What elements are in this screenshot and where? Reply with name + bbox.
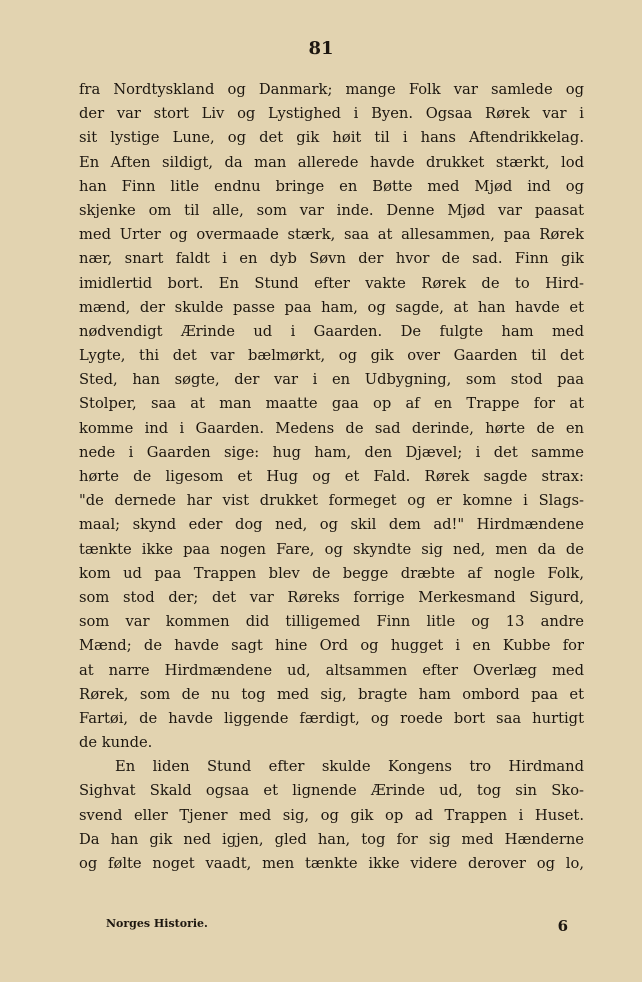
text-line: hørte de ligesom et Hug og et Fald. Rørek sagde strax: <box>79 468 584 485</box>
text-line: han Finn litle endnu bringe en Bøtte med Mjød ind og <box>79 177 584 195</box>
text-line: skjenke om til alle, som var inde. Denne Mjød var paasat <box>79 201 584 219</box>
text-line: med Urter og overmaade stærk, saa at allesammen, paa Rørek <box>79 226 584 244</box>
text-line: Fartøi, de havde liggende færdigt, og roede bort saa hurtigt <box>79 709 584 727</box>
text-line: Mænd; de havde sagt hine Ord og hugget i en Kubbe for <box>79 637 584 655</box>
signature-mark: 6 <box>557 917 568 935</box>
text-line: og følte noget vaadt, men tænkte ikke videre derover og lo, <box>79 855 584 872</box>
text-line: Stolper, saa at man maatte gaa op af en Trappe for at <box>79 395 584 413</box>
text-line: Rørek, som de nu tog med sig, bragte ham ombord paa et <box>79 685 584 703</box>
text-line: Da han gik ned igjen, gled han, tog for sig med Hænderne <box>79 830 584 848</box>
text-line: fra Nordtyskland og Danmark; mange Folk var samlede og <box>79 81 584 98</box>
body-text <box>79 78 584 876</box>
text-line: "de dernede har vist drukket formeget og er komne i Slags- <box>79 492 584 510</box>
text-line: sit lystige Lune, og det gik høit til i hans Aftendrikkelag. <box>79 129 584 147</box>
text-line: de kunde. <box>79 734 153 752</box>
text-line: som var kommen did tilligemed Finn litle og 13 andre <box>79 613 584 631</box>
text-line: kom ud paa Trappen blev de begge dræbte af nogle Folk, <box>79 564 584 582</box>
page-number: 81 <box>308 38 334 59</box>
page-footer <box>106 917 568 935</box>
text-line: tænkte ikke paa nogen Fare, og skyndte sig ned, men da de <box>79 540 584 558</box>
text-line: Lygte, thi det var bælmørkt, og gik over Gaarden til det <box>79 347 584 365</box>
text-line: nær, snart faldt i en dyb Søvn der hvor de sad. Finn gik <box>79 250 584 268</box>
text-line: imidlertid bort. En Stund efter vakte Rørek de to Hird- <box>79 274 584 292</box>
text-line: komme ind i Gaarden. Medens de sad derinde, hørte de en <box>79 419 584 437</box>
text-line: nede i Gaarden sige: hug ham, den Djævel; i det samme <box>79 443 584 461</box>
text-line: En liden Stund efter skulde Kongens tro Hirdmand <box>115 758 584 776</box>
text-line: som stod der; det var Røreks forrige Merkesmand Sigurd, <box>79 588 584 606</box>
text-line: Sted, han søgte, der var i en Udbygning, som stod paa <box>79 371 584 389</box>
text-line: maal; skynd eder dog ned, og skil dem ad!" Hirdmændene <box>79 516 584 534</box>
text-line: Sighvat Skald ogsaa et lignende Ærinde ud, tog sin Sko- <box>79 782 584 800</box>
text-line: mænd, der skulde passe paa ham, og sagde, at han havde et <box>79 298 584 316</box>
footer-title: Norges Historie. <box>106 917 208 930</box>
text-line: svend eller Tjener med sig, og gik op ad Trappen i Huset. <box>79 806 584 824</box>
text-line: En Aften sildigt, da man allerede havde drukket stærkt, lod <box>79 153 584 171</box>
text-line: nødvendigt Ærinde ud i Gaarden. De fulgte ham med <box>79 322 584 340</box>
text-line: der var stort Liv og Lystighed i Byen. Ogsaa Rørek var i <box>79 105 584 123</box>
text-line: at narre Hirdmændene ud, altsammen efter Overlæg med <box>79 661 584 679</box>
